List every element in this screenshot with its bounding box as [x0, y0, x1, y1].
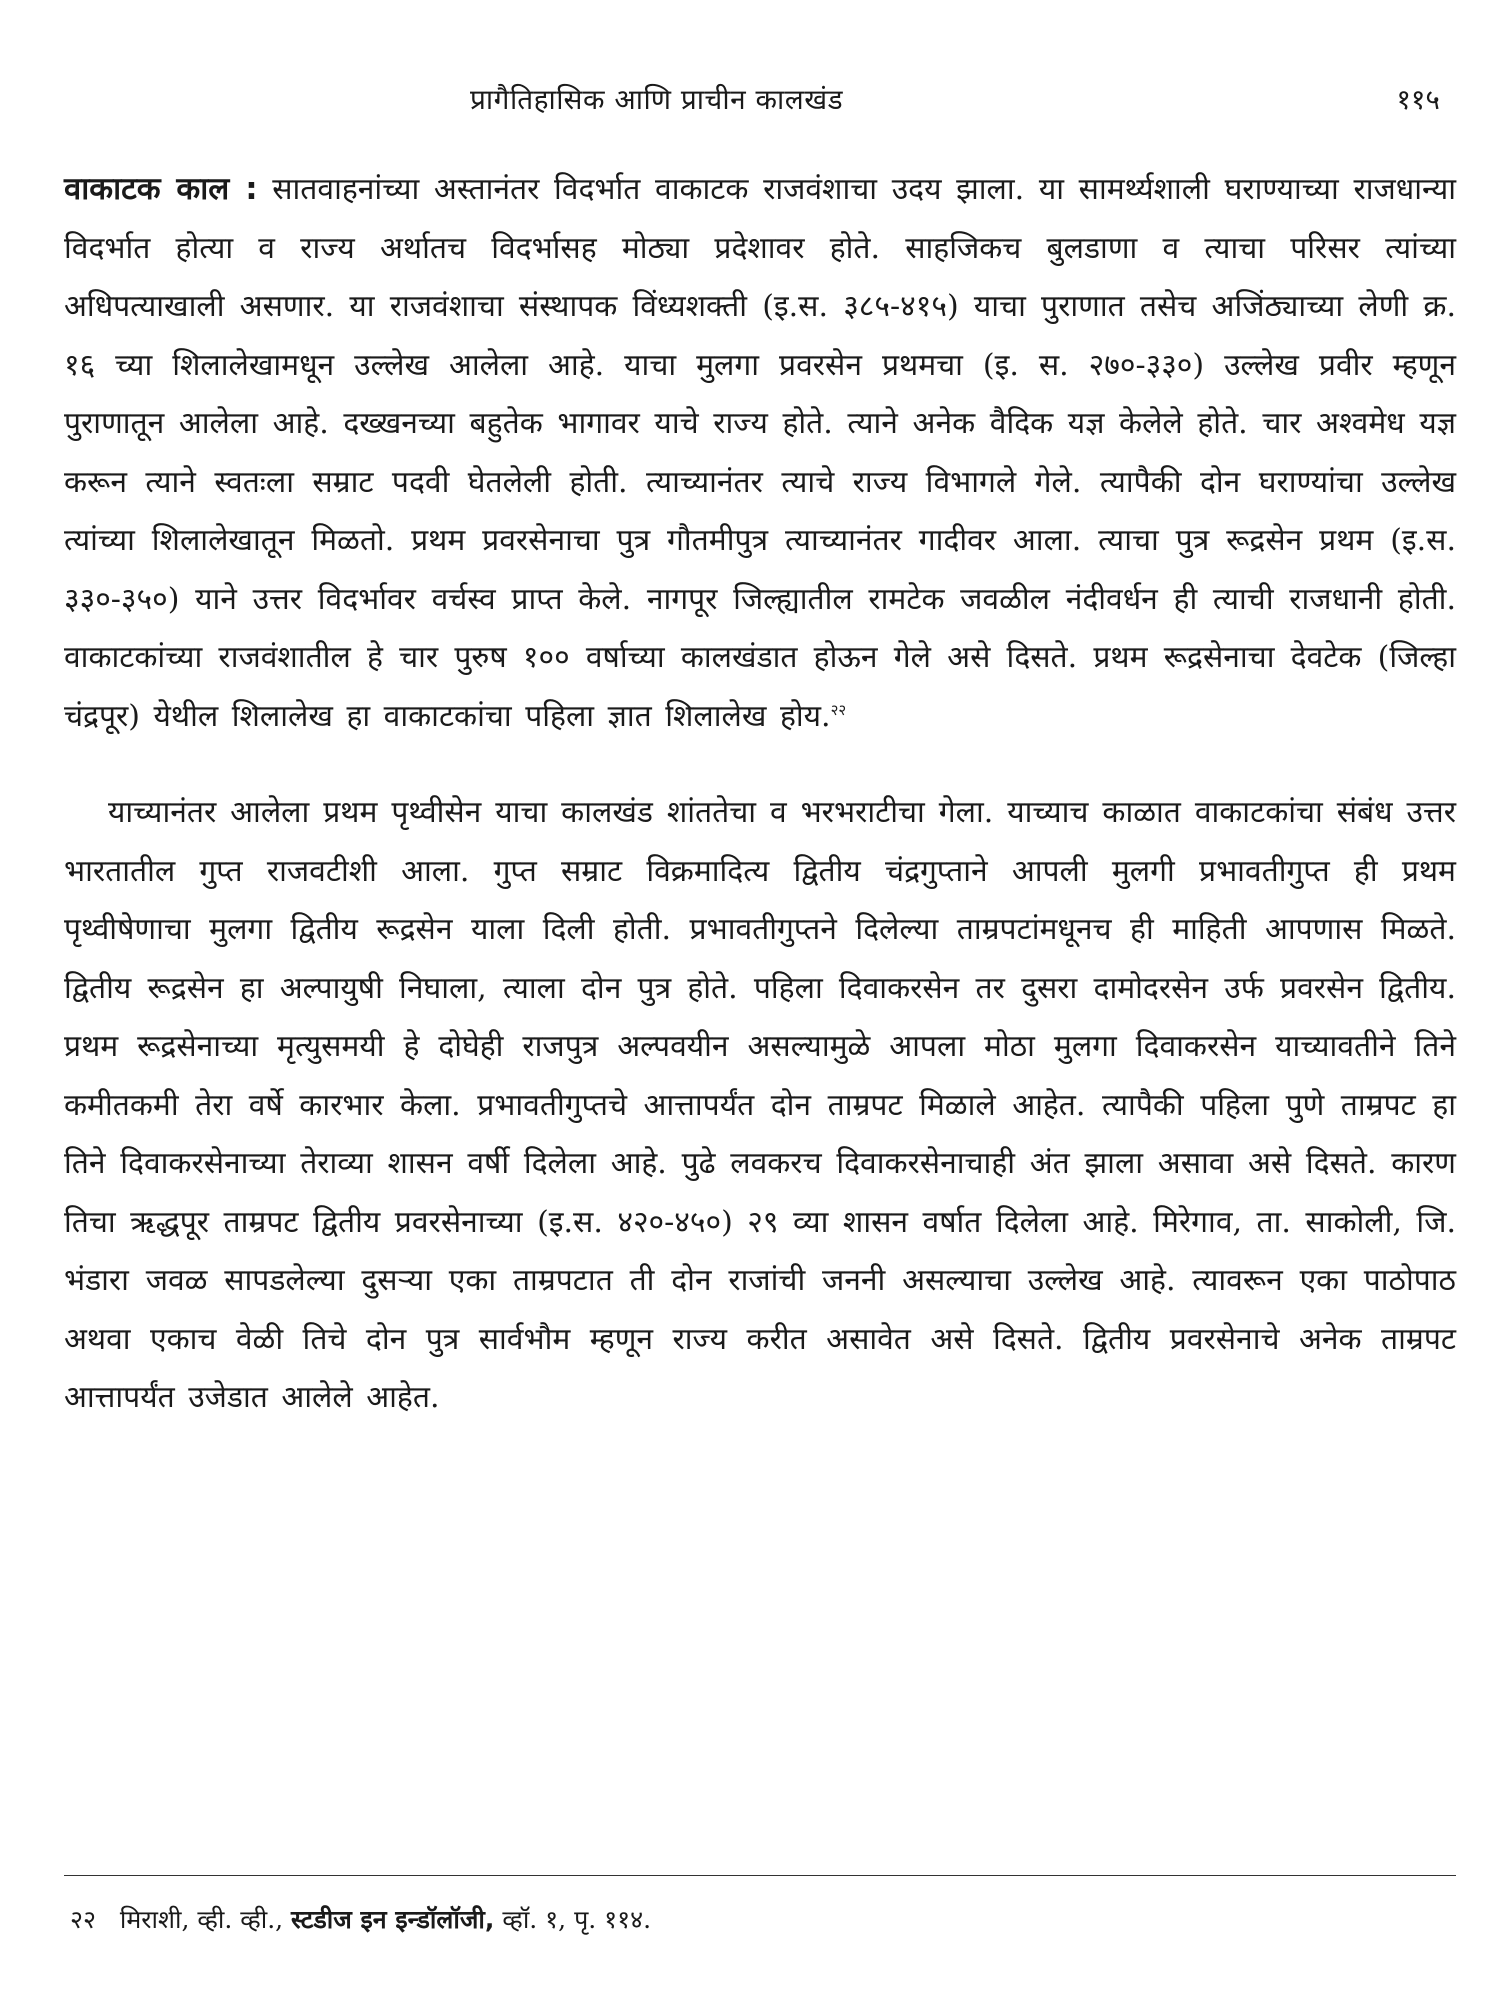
paragraph-2: [64, 784, 1456, 1428]
footnote-title: स्टडीज इन इन्डॉलॉजी,: [291, 1905, 495, 1934]
paragraph-1-text: सातवाहनांच्या अस्तानंतर विदर्भात वाकाटक राजवंशाचा उदय झाला. या सामर्थ्यशाली घराण्याच्या राजधान्या विदर्भात होत्या व राज्य अर्थातच विदर्भासह मोठ्या प्रदेशावर होते. साहजिकच बुलडाणा व त्याचा परिसर त्यांच्या अधिपत्याखाली असणार. या राजवंशाचा संस्थापक विंध्यशक्ती (इ.स. ३८५-४१५) याचा पुराणात तसेच अजिंठ्याच्या लेणी क्र. १६ च्या शिलालेखामधून उल्लेख आलेला आहे. याचा मुलगा प्रवरसेन प्रथमचा (इ. स. २७०-३३०) उल्लेख प्रवीर म्हणून पुराणातून आलेला आहे. दख्खनच्या बहुतेक भागावर याचे राज्य होते. त्याने अनेक वैदिक यज्ञ केलेले होते. चार अश्वमेध यज्ञ करून त्याने स्वतःला सम्राट पदवी घेतलेली होती. त्याच्यानंतर त्याचे राज्य विभागले गेले. त्यापैकी दोन घराण्यांचा उल्लेख त्यांच्या शिलालेखातून मिळतो. प्रथम प्रवरसेनाचा पुत्र गौतमीपुत्र त्याच्यानंतर गादीवर आला. त्याचा पुत्र रूद्रसेन प्रथम (इ.स. ३३०-३५०) याने उत्तर विदर्भावर वर्चस्व प्राप्त केले. नागपूर जिल्ह्यातील रामटेक जवळील नंदीवर्धन ही त्याची राजधानी होती. वाकाटकांच्या राजवंशातील हे चार पुरुष १०० वर्षाच्या कालखंडात होऊन गेले असे दिसते. प्रथम रूद्रसेनाचा देवटेक (जिल्हा चंद्रपूर) येथील शिलालेख हा वाकाटकांचा पहिला ज्ञात शिलालेख होय.: [64, 172, 1456, 734]
footnote: [70, 1900, 651, 1940]
footnote-author: मिराशी, व्ही. व्ही.,: [119, 1905, 284, 1934]
footnote-number: २२: [70, 1905, 97, 1934]
paragraph-1: [64, 160, 1456, 746]
footnote-divider: [64, 1875, 1456, 1876]
footnote-detail: व्हॉ. १, पृ. ११४.: [502, 1905, 652, 1934]
paragraph-2-text: याच्यानंतर आलेला प्रथम पृथ्वीसेन याचा कालखंड शांततेचा व भरभराटीचा गेला. याच्याच काळात वाकाटकांचा संबंध उत्तर भारतातील गुप्त राजवटीशी आला. गुप्त सम्राट विक्रमादित्य द्वितीय चंद्रगुप्ताने आपली मुलगी प्रभावतीगुप्त ही प्रथम पृथ्वीषेणाचा मुलगा द्वितीय रूद्रसेन याला दिली होती. प्रभावतीगुप्तने दिलेल्या ताम्रपटांमधूनच ही माहिती आपणास मिळते. द्वितीय रूद्रसेन हा अल्पायुषी निघाला, त्याला दोन पुत्र होते. पहिला दिवाकरसेन तर दुसरा दामोदरसेन उर्फ प्रवरसेन द्वितीय. प्रथम रूद्रसेनाच्या मृत्युसमयी हे दोघेही राजपुत्र अल्पवयीन असल्यामुळे आपला मोठा मुलगा दिवाकरसेन याच्यावतीने तिने कमीतकमी तेरा वर्षे कारभार केला. प्रभावतीगुप्तचे आत्तापर्यंत दोन ताम्रपट मिळाले आहेत. त्यापैकी पहिला पुणे ताम्रपट हा तिने दिवाकरसेनाच्या तेराव्या शासन वर्षी दिलेला आहे. पुढे लवकरच दिवाकरसेनाचाही अंत झाला असावा असे दिसते. कारण तिचा ऋद्धपूर ताम्रपट द्वितीय प्रवरसेनाच्या (इ.स. ४२०-४५०) २९ व्या शासन वर्षात दिलेला आहे. मिरेगाव, ता. साकोली, जि. भंडारा जवळ सापडलेल्या दुसऱ्या एका ताम्रपटात ती दोन राजांची जननी असल्याचा उल्लेख आहे. त्यावरून एका पाठोपाठ अथवा एकाच वेळी तिचे दोन पुत्र सार्वभौम म्हणून राज्य करीत असावेत असे दिसते. द्वितीय प्रवरसेनाचे अनेक ताम्रपट आत्तापर्यंत उजेडात आलेले आहेत.: [64, 795, 1456, 1415]
body-text: [64, 160, 1456, 1428]
page-number: ११५: [1396, 83, 1440, 116]
running-header: प्रागैतिहासिक आणि प्राचीन कालखंड: [470, 83, 844, 116]
section-heading: वाकाटक काल :: [64, 171, 258, 207]
footnote-reference: २२: [830, 700, 847, 719]
